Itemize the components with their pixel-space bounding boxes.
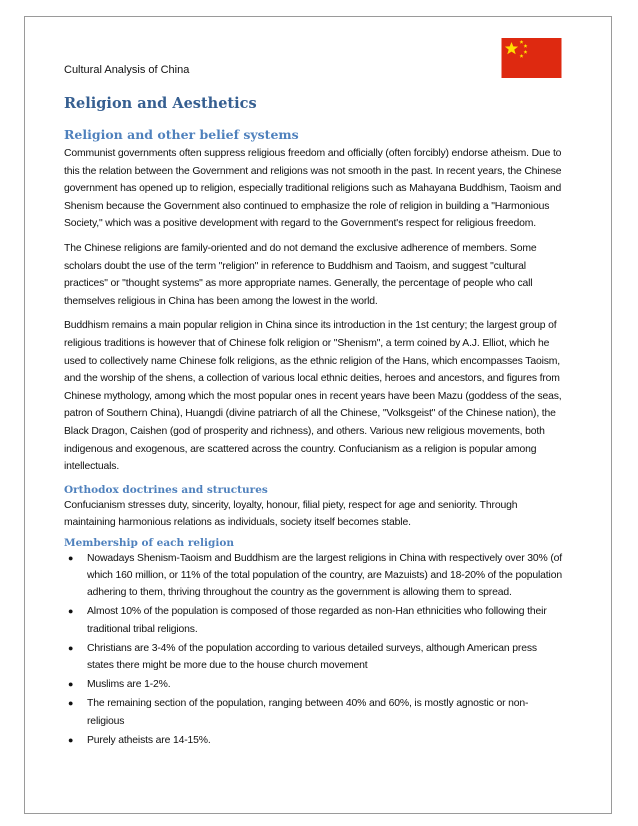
section-heading-orthodox-doctrines: Orthodox doctrines and structures xyxy=(64,483,268,496)
list-item-text: Christians are 3-4% of the population according to various detailed surveys, although American press states there might be more due to the house church movement xyxy=(87,642,537,671)
section-heading-membership: Membership of each religion xyxy=(64,536,234,549)
paragraph: The Chinese religions are family-oriented and do not demand the exclusive adherence of members. Some scholars doubt the use of the term "religion" in reference to Buddhism and Taoism, and suggest "cultural practices" or "thought systems" as more appropriate names. Generally, the percentage of people who call themselves religious in China has been among the lowest in the world. xyxy=(64,242,537,307)
paragraph: Communist governments often suppress religious freedom and officially (often forcibly) endorse atheism. Due to this the relation between the Government and religions was not smooth in the past. In recent years, the Chinese government has opened up to religion, especially traditional religions such as Mahayana Buddhism, Taoism and Shenism because the Government also continued to emphasize the role of religion in building a "Harmonious Society," which was a positive development with regard to the Government's respect for religious freedom. xyxy=(64,148,562,230)
list-item xyxy=(64,603,564,637)
membership-list xyxy=(64,550,564,749)
bullet-icon: ● xyxy=(68,552,74,563)
list-item xyxy=(64,550,564,602)
document-body xyxy=(64,63,564,751)
bullet-icon: ● xyxy=(68,606,74,617)
bullet-icon: ● xyxy=(68,642,74,653)
bullet-icon: ● xyxy=(68,698,74,709)
list-item xyxy=(64,695,564,729)
paragraph: Confucianism stresses duty, sincerity, loyalty, honour, filial piety, respect for age and seniority. Through maintaining harmonious relations as individuals, society itself becomes stable. xyxy=(64,499,518,528)
list-item xyxy=(64,676,564,693)
running-header: Cultural Analysis of China xyxy=(64,64,190,76)
bullet-icon: ● xyxy=(68,679,74,690)
document-title: Religion and Aesthetics xyxy=(64,95,257,112)
list-item-text: Almost 10% of the population is composed of those regarded as non-Han ethnicities who following their traditional tribal religions. xyxy=(87,606,547,635)
list-item-text: The remaining section of the population, ranging between 40% and 60%, is mostly agnostic or non-religious xyxy=(87,698,529,727)
paragraph: Buddhism remains a main popular religion in China since its introduction in the 1st century; the largest group of religious traditions is however that of Chinese folk religion or "Shenism", a term coined by A.J. Elliot, which he used to collectively name Chinese folk religions, as the ethnic religion of the Hans, which encompasses Taoism, and the worship of the shens, a collection of various local ethnic deities, heroes and ancestors, and figures from Chinese mythology, among which the most popular ones in recent years have been Mazu (goddess of the seas, patron of Southern China), Huangdi (divine patriarch of all the Chinese, "Volksgeist" of the Chinese nation), the Black Dragon, Caishen (god of prosperity and richness), and others. Various new religious movements, both indigenous and exogenous, are scattered across the country. Confucianism as a religion is popular among intellectuals. xyxy=(64,320,562,473)
section-heading-belief-systems: Religion and other belief systems xyxy=(64,127,299,142)
list-item xyxy=(64,640,564,674)
list-item-text: Purely atheists are 14-15%. xyxy=(87,734,211,746)
list-item-text: Nowadays Shenism-Taoism and Buddhism are the largest religions in China with respectively over 30% (of which 160 million, or 11% of the total population of the country, are Mazuists) and 18-20% of the population adhering to them, thriving throughout the country as the government is allowing them to spread. xyxy=(87,552,563,599)
list-item xyxy=(64,732,564,749)
list-item-text: Muslims are 1-2%. xyxy=(87,679,171,691)
bullet-icon: ● xyxy=(68,734,74,745)
